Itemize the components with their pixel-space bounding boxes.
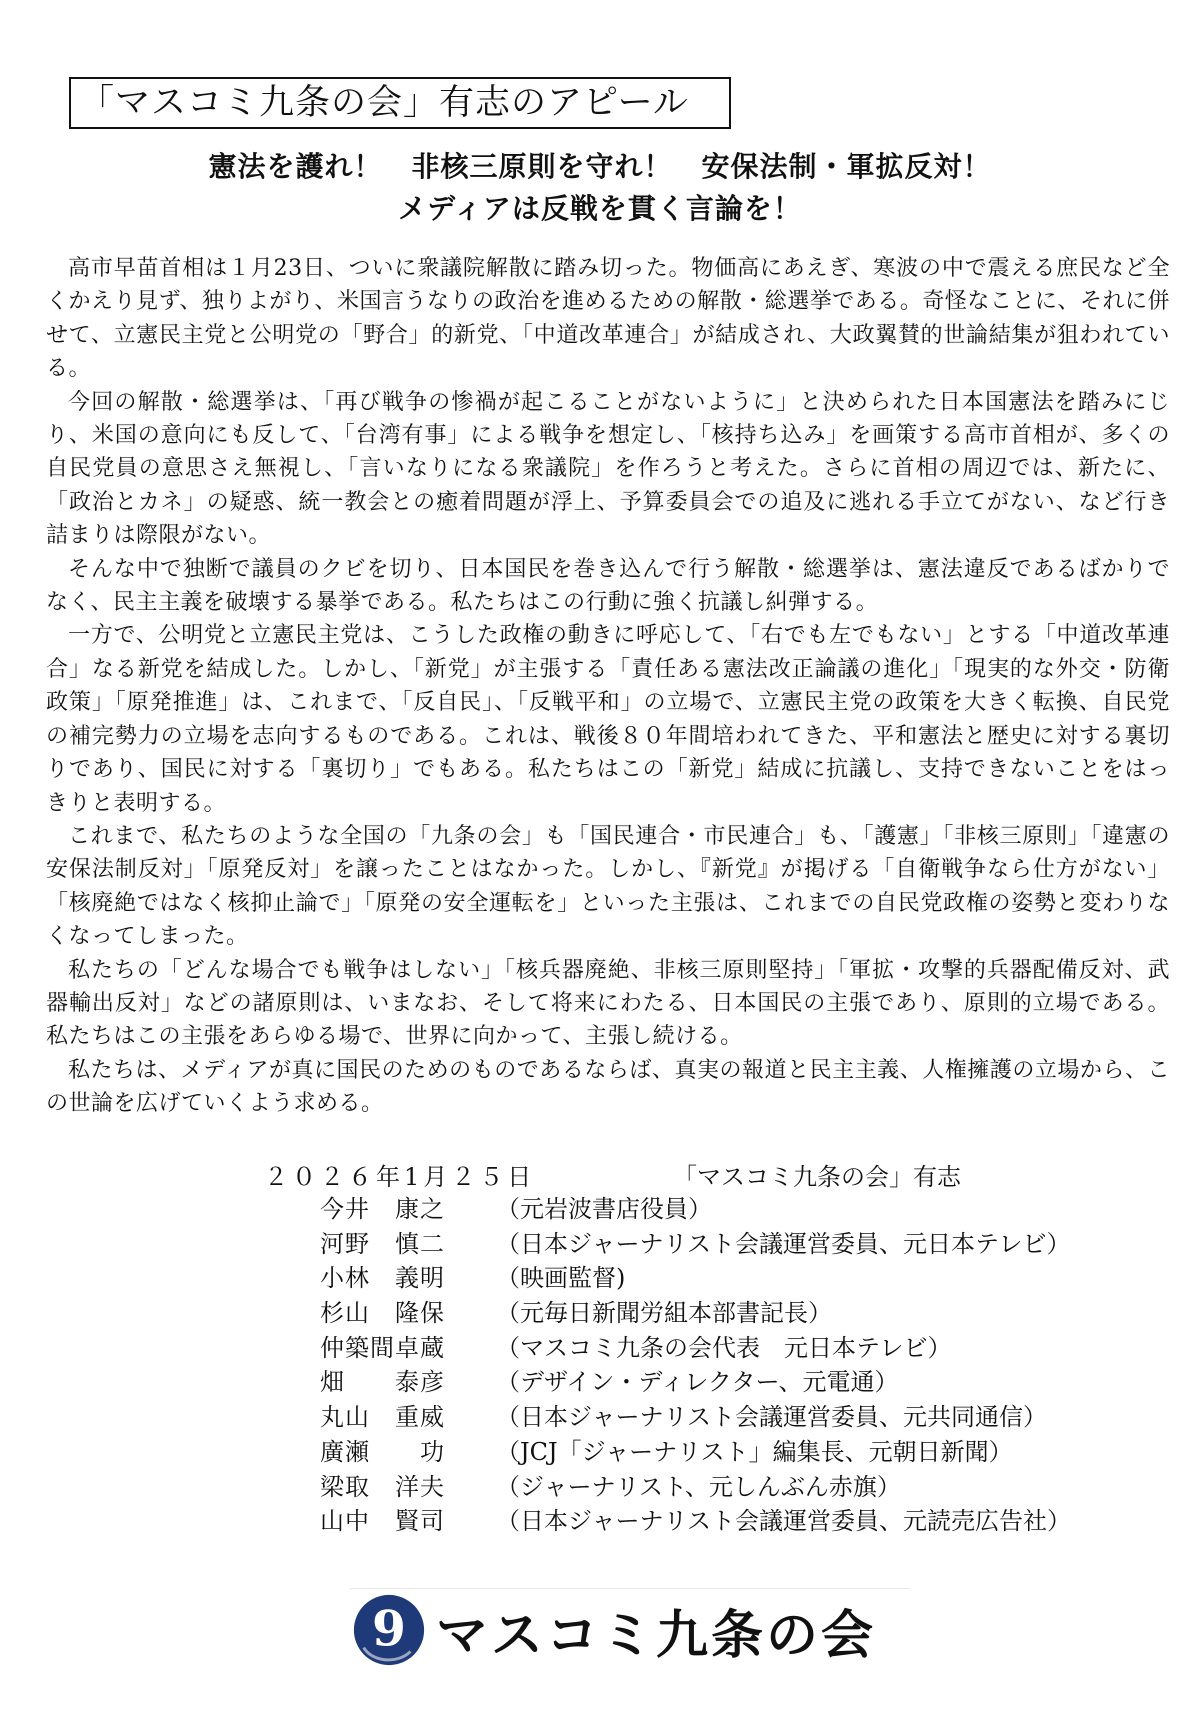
- signer-role: （日本ジャーナリスト会議運営委員、元共同通信）: [496, 1403, 1048, 1432]
- paragraph: そんな中で独断で議員のクビを切り、日本国民を巻き込んで行う解散・総選挙は、憲法違反であるばかりでなく、民主主義を破壊する暴挙である。私たちはこの行動に強く抗議し糾弾する。: [46, 556, 1170, 616]
- appeal-body: [46, 252, 1170, 1121]
- headline-line-2: メディアは反戦を貫く言論を！: [398, 192, 802, 225]
- signer-list: [320, 1192, 1180, 1539]
- headline-line-1: 憲法を護れ！ 非核三原則を守れ！ 安保法制・軍拡反対！: [208, 150, 992, 183]
- paragraph: これまで、私たちのような全国の「九条の会」も「国民連合・市民連合」も、「護憲」「非核三原則」「違憲の安保法制反対」「原発反対」を譲ったことはなかった。しかし、『新党』が掲げる「自衛戦争なら仕方がない」「核廃絶ではなく核抑止論で」「原発の安全運転を」といった主張は、これまでの自民党政権の姿勢と変わりなくなってしまった。: [46, 823, 1170, 950]
- organization-logo: [350, 1588, 910, 1671]
- signature-date: ２０２６年1月２５日: [264, 1163, 536, 1191]
- signer-row: [320, 1504, 1180, 1539]
- signer-role: （JCJ「ジャーナリスト」編集長、元朝日新聞）: [496, 1437, 1013, 1466]
- signer-name: 畑 泰彦: [320, 1368, 445, 1397]
- signer-row: [320, 1227, 1180, 1262]
- emblem-numeral: 9: [372, 1600, 406, 1658]
- signer-role: （日本ジャーナリスト会議運営委員、元読売広告社）: [496, 1507, 1072, 1536]
- nine-emblem-icon: [350, 1591, 428, 1669]
- signer-row: [320, 1192, 1180, 1227]
- signer-name: 小林 義明: [320, 1264, 445, 1293]
- signer-role: （日本ジャーナリスト会議運営委員、元日本テレビ）: [496, 1229, 1071, 1258]
- signer-row: [320, 1261, 1180, 1296]
- signer-name: 河野 慎二: [320, 1229, 445, 1258]
- signer-name: 廣瀬 功: [320, 1437, 445, 1466]
- signer-name: 山中 賢司: [320, 1507, 445, 1536]
- signer-row: [320, 1435, 1180, 1470]
- signer-row: [320, 1470, 1180, 1505]
- signer-role: （マスコミ九条の会代表 元日本テレビ）: [496, 1333, 952, 1362]
- signer-role: （元毎日新聞労組本部書記長）: [496, 1299, 832, 1328]
- paragraph: 一方で、公明党と立憲民主党は、こうした政権の動きに呼応して、「右でも左でもない」とする「中道改革連合」なる新党を結成した。しかし、「新党」が主張する「責任ある憲法改正論議の進化」「現実的な外交・防衛政策」「原発推進」は、これまで、「反自民」、「反戦平和」の立場で、立憲民主党の政策を大きく転換、自民党の補完勢力の立場を志向するものである。これは、戦後８０年間培われてきた、平和憲法と歴史に対する裏切りであり、国民に対する「裏切り」でもある。私たちはこの「新党」結成に抗議し、支持できないことをはっきりと表明する。: [46, 623, 1170, 816]
- signer-name: 今井 康之: [320, 1195, 445, 1223]
- signer-role: （ジャーナリスト、元しんぶん赤旗）: [496, 1472, 901, 1501]
- paragraph: 私たちは、メディアが真に国民のためのものであるならば、真実の報道と民主主義、人権擁護の立場から、この世論を広げていくよう求める。: [46, 1057, 1170, 1117]
- logo-text: マスコミ九条の会: [436, 1605, 877, 1666]
- signer-row: [320, 1331, 1180, 1366]
- signature-group: 「マスコミ九条の会」有志: [673, 1163, 961, 1191]
- signer-name: 杉山 隆保: [320, 1299, 445, 1328]
- signer-role: （映画監督): [496, 1264, 626, 1293]
- paragraph: 高市早苗首相は１月23日、ついに衆議院解散に踏み切った。物価高にあえぎ、寒波の中で震える庶民など全くかえり見ず、独りよがり、米国言うなりの政治を進めるための解散・総選挙である。奇怪なことに、それに併せて、立憲民主党と公明党の「野合」的新党、「中道改革連合」が結成され、大政翼賛的世論結集が狙われている。: [46, 256, 1170, 382]
- signer-name: 梁取 洋夫: [320, 1472, 445, 1501]
- signer-row: [320, 1400, 1180, 1435]
- paragraph: 今回の解散・総選挙は、「再び戦争の惨禍が起こることがないように」と決められた日本国憲法を踏みにじり、米国の意向にも反して、「台湾有事」による戦争を想定し、「核持ち込み」を画策する高市首相が、多くの自民党員の意思さえ無視し、「言いなりになる衆議院」を作ろうと考えた。さらに首相の周辺では、新たに、「政治とカネ」の疑惑、統一教会との癒着問題が浮上、予算委員会での追及に逃れる手立てがない、など行き詰まりは際限がない。: [46, 389, 1170, 549]
- signer-row: [320, 1365, 1180, 1400]
- paragraph: 私たちの「どんな場合でも戦争はしない」「核兵器廃絶、非核三原則堅持」「軍拡・攻撃的兵器配備反対、武器輸出反対」などの諸原則は、いまなお、そして将来にわたる、日本国民の主張であり、原則的立場である。私たちはこの主張をあらゆる場で、世界に向かって、主張し続ける。: [46, 957, 1170, 1050]
- signer-name: 丸山 重威: [320, 1403, 445, 1432]
- signer-name: 仲築間卓蔵: [320, 1333, 445, 1362]
- signer-row: [320, 1296, 1180, 1331]
- signer-role: （デザイン・ディレクター、元電通）: [496, 1368, 899, 1397]
- signer-role: （元岩波書店役員）: [496, 1195, 712, 1223]
- document-title: 「マスコミ九条の会」有志のアピール: [69, 77, 731, 129]
